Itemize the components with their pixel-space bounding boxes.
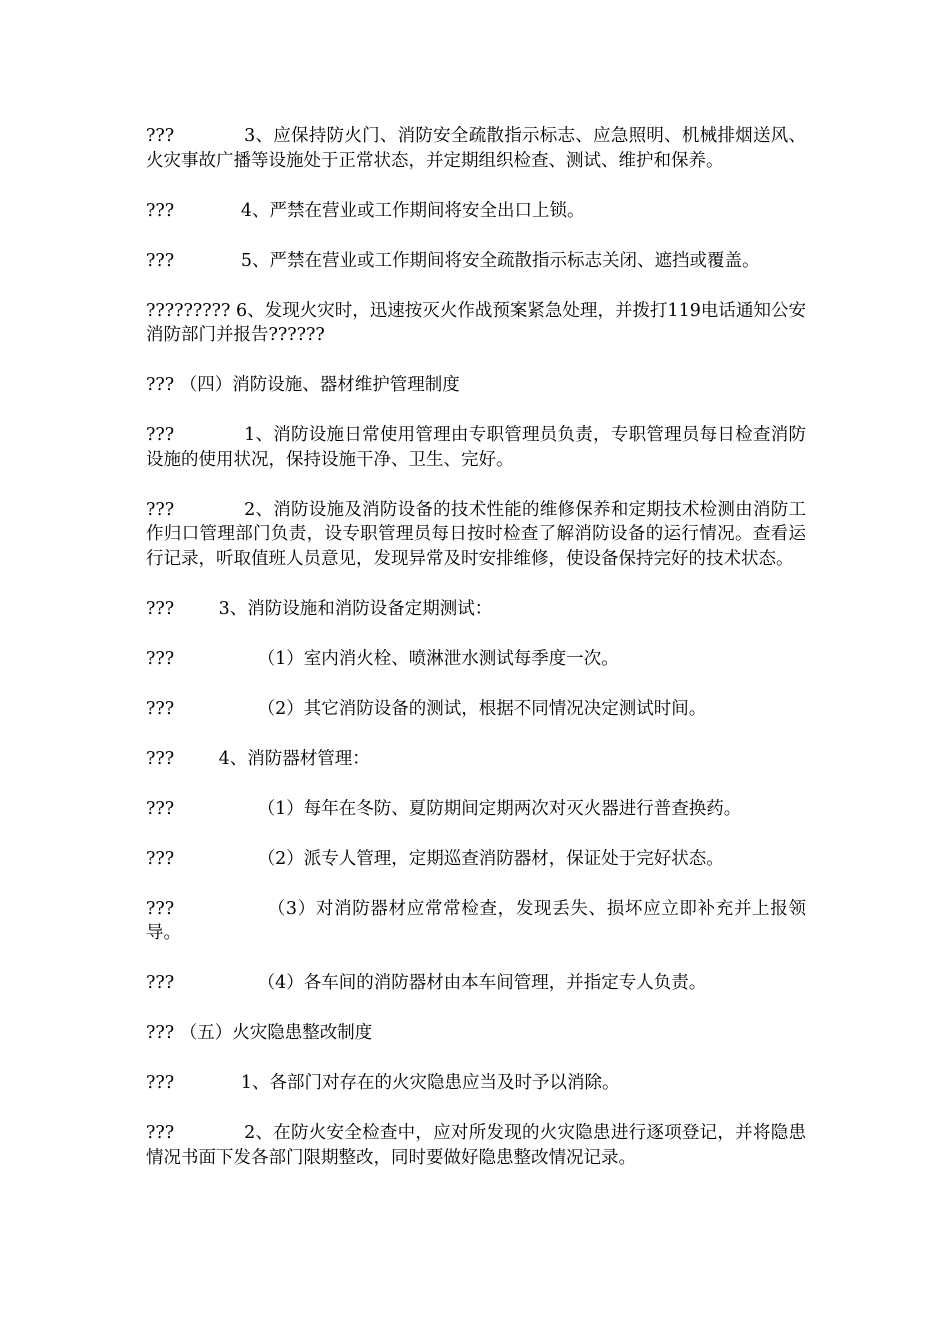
paragraph-other-equipment-test: ??? （2）其它消防设备的测试，根据不同情况决定测试时间。 [146, 698, 707, 719]
paragraph-hydrant-test: ??? （1）室内消火栓、喷淋泄水测试每季度一次。 [146, 648, 619, 669]
paragraph-item-4-no-locking-exits: ??? 4、严禁在营业或工作期间将安全出口上锁。 [146, 200, 585, 221]
section-heading-5: ??? （五）火灾隐患整改制度 [146, 1023, 373, 1043]
paragraph-item-6-fire-report: ????????? 6、发现火灾时，迅速按灭火作战预案紧急处理，并拨打119电话通知公安消防部门并报告?????? [146, 300, 806, 345]
paragraph-facility-daily-management: ??? 1、消防设施日常使用管理由专职管理员负责，专职管理员每日检查消防设施的使用状况，保持设施干净、卫生、完好。 [146, 425, 806, 470]
paragraph-extinguisher-check: ??? （1）每年在冬防、夏防期间定期两次对灭火器进行普查换药。 [146, 798, 742, 819]
paragraph-item-3-fire-doors: ??? 3、应保持防火门、消防安全疏散指示标志、应急照明、机械排烟送风、火灾事故广播等设施处于正常状态，并定期组织检查、测试、维护和保养。 [146, 126, 806, 171]
paragraph-equipment-management: ??? 4、消防器材管理： [146, 748, 370, 769]
paragraph-periodic-testing: ??? 3、消防设施和消防设备定期测试： [146, 598, 493, 619]
paragraph-frequent-inspection: ??? （3）对消防器材应常常检查，发现丢失、损坏应立即补充并上报领导。 [146, 898, 806, 943]
paragraph-workshop-equipment: ??? （4）各车间的消防器材由本车间管理，并指定专人负责。 [146, 973, 707, 993]
document-body [146, 124, 806, 1196]
paragraph-facility-maintenance: ??? 2、消防设施及消防设备的技术性能的维修保养和定期技术检测由消防工作归口管理部门负责，设专职管理员每日按时检查了解消防设备的运行情况。查看运行记录，听取值班人员意见，发现异常及时安排维修，使设备保持完好的技术状态。 [146, 499, 806, 569]
paragraph-hazard-registration: ??? 2、在防火安全检查中，应对所发现的火灾隐患进行逐项登记，并将隐患情况书面下发各部门限期整改，同时要做好隐患整改情况记录。 [146, 1123, 806, 1168]
section-heading-4: ??? （四）消防设施、器材维护管理制度 [146, 375, 460, 395]
paragraph-dedicated-staff: ??? （2）派专人管理，定期巡查消防器材，保证处于完好状态。 [146, 848, 724, 869]
paragraph-hazard-elimination: ??? 1、各部门对存在的火灾隐患应当及时予以消除。 [146, 1073, 620, 1093]
paragraph-item-5-no-covering-signs: ??? 5、严禁在营业或工作期间将安全疏散指示标志关闭、遮挡或覆盖。 [146, 250, 760, 271]
